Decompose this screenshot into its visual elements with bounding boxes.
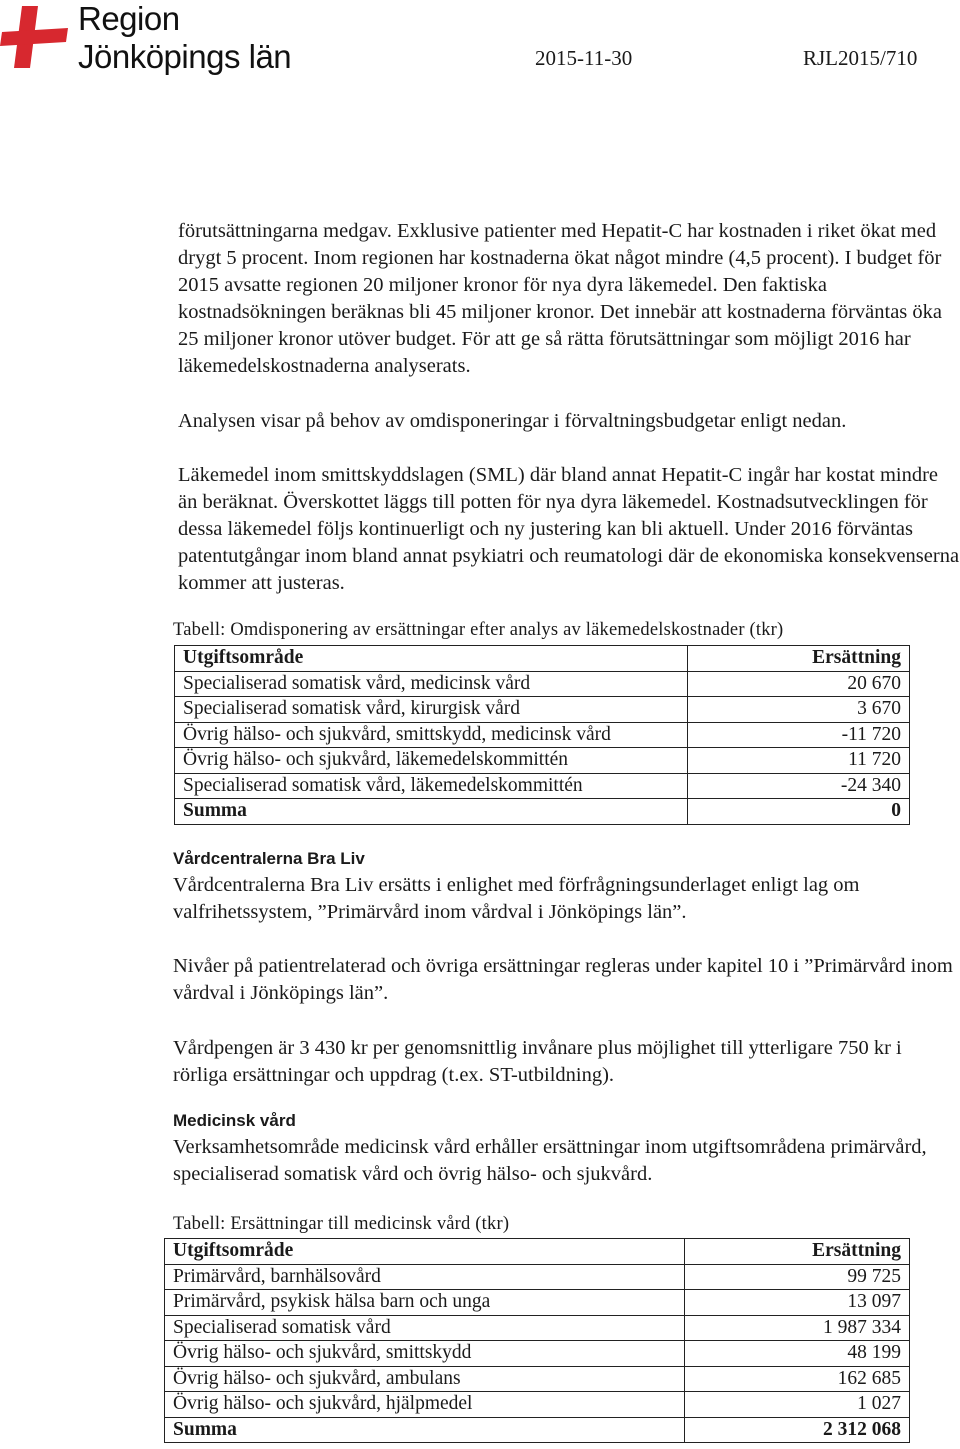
table-cell: 1 987 334 — [685, 1315, 910, 1341]
region-cross-logo-icon — [0, 2, 72, 74]
table-cell: Specialiserad somatisk vård — [165, 1315, 685, 1341]
bra-liv-paragraph-1: Vårdcentralerna Bra Liv ersätts i enlighet med förfrågningsunderlaget enligt lag om valfrihetssystem, ”Primärvård inom vårdval i Jönköpings län”. — [173, 874, 860, 923]
intro-paragraph-2: Analysen visar på behov av omdisponeringar i förvaltningsbudgetar enligt nedan. — [178, 410, 847, 432]
table-cell: 20 670 — [687, 671, 909, 697]
table-cell: -24 340 — [687, 773, 909, 799]
table-cell: Övrig hälso- och sjukvård, läkemedelskommittén — [175, 748, 688, 774]
document-date: 2015-11-30 — [535, 46, 633, 70]
table-cell: Primärvård, barnhälsovård — [165, 1264, 685, 1290]
table-cell: 11 720 — [687, 748, 909, 774]
table-cell: -11 720 — [687, 722, 909, 748]
column-header: Ersättning — [687, 646, 909, 672]
table-cell: 162 685 — [685, 1366, 910, 1392]
table2 — [164, 1238, 910, 1443]
section-heading-bra-liv: Vårdcentralerna Bra Liv — [173, 849, 365, 868]
table-row — [175, 671, 910, 697]
table-cell: Specialiserad somatisk vård, kirurgisk vård — [175, 697, 688, 723]
bra-liv-paragraph-2: Nivåer på patientrelaterad och övriga ersättningar regleras under kapitel 10 i ”Primärvård inom vårdval i Jönköpings län”. — [173, 955, 953, 1004]
table-cell: Specialiserad somatisk vård, medicinsk vård — [175, 671, 688, 697]
table-cell: Specialiserad somatisk vård, läkemedelskommittén — [175, 773, 688, 799]
table-row — [165, 1264, 910, 1290]
medicinsk-vard-paragraph: Verksamhetsområde medicinsk vård erhåller ersättningar inom utgiftsområdena primärvård, specialiserad somatisk vård och övrig hälso- och sjukvård. — [173, 1136, 927, 1185]
table1-caption: Tabell: Omdisponering av ersättningar efter analys av läkemedelskostnader (tkr) — [173, 620, 784, 640]
table-cell: Summa — [165, 1417, 685, 1443]
table-cell: Övrig hälso- och sjukvård, ambulans — [165, 1366, 685, 1392]
table-row — [175, 748, 910, 774]
table-cell: 13 097 — [685, 1290, 910, 1316]
table-cell: 3 670 — [687, 697, 909, 723]
table-row — [165, 1315, 910, 1341]
column-header: Ersättning — [685, 1239, 910, 1265]
table-row — [175, 773, 910, 799]
table-row — [165, 1366, 910, 1392]
document-reference: RJL2015/710 — [803, 46, 918, 70]
table-cell: Övrig hälso- och sjukvård, hjälpmedel — [165, 1392, 685, 1418]
table2-caption: Tabell: Ersättningar till medicinsk vård (tkr) — [173, 1214, 510, 1234]
region-logo — [0, 0, 300, 80]
table-cell: 1 027 — [685, 1392, 910, 1418]
column-header: Utgiftsområde — [165, 1239, 685, 1265]
intro-paragraph-1: förutsättningarna medgav. Exklusive patienter med Hepatit-C har kostnaden i riket ökat med drygt 5 procent. Inom regionen har kostnaderna ökat något mindre (4,5 procent). I budget för 2015 avsatte regionen 20 miljoner kronor för nya dyra läkemedel. Den faktiska kostnadsökningen beräknas bli 45 miljoner kronor. Det innebär att kostnaderna förväntas öka 25 miljoner kronor utöver budget. För att ge så rätta förutsättningar som möjligt 2016 har läkemedelskostnaderna analyserats. — [178, 220, 942, 377]
page-header — [0, 0, 960, 90]
table-row — [165, 1341, 910, 1367]
table-cell: 48 199 — [685, 1341, 910, 1367]
logo-text-county: Jönköpings län — [78, 38, 292, 75]
intro-paragraph-3: Läkemedel inom smittskyddslagen (SML) där bland annat Hepatit-C ingår har kostat mindre än beräknat. Överskottet läggs till potten för nya dyra läkemedel. Kostnadsutvecklingen för dessa läkemedel följs kontinuerligt och ny justering kan bli aktuell. Under 2016 förväntas patentutgångar inom bland annat psykiatri och reumatologi där de ekonomiska konsekvenserna kommer att justeras. — [178, 464, 960, 594]
table-row — [165, 1392, 910, 1418]
table-total-row — [175, 799, 910, 825]
table-total-row — [165, 1417, 910, 1443]
column-header: Utgiftsområde — [175, 646, 688, 672]
table-row — [175, 697, 910, 723]
table-cell: Summa — [175, 799, 688, 825]
table-header-row — [175, 646, 910, 672]
table-cell: Primärvård, psykisk hälsa barn och unga — [165, 1290, 685, 1316]
table1 — [174, 645, 910, 825]
logo-text-region: Region — [78, 0, 180, 37]
section-heading-medicinsk-vard: Medicinsk vård — [173, 1111, 296, 1130]
table-header-row — [165, 1239, 910, 1265]
table-cell: 2 312 068 — [685, 1417, 910, 1443]
bra-liv-paragraph-3: Vårdpengen är 3 430 kr per genomsnittlig invånare plus möjlighet till ytterligare 750 kr i rörliga ersättningar och uppdrag (t.ex. ST-utbildning). — [173, 1037, 902, 1086]
table-cell: Övrig hälso- och sjukvård, smittskydd, medicinsk vård — [175, 722, 688, 748]
table-row — [175, 722, 910, 748]
table-cell: Övrig hälso- och sjukvård, smittskydd — [165, 1341, 685, 1367]
table-row — [165, 1290, 910, 1316]
table-cell: 99 725 — [685, 1264, 910, 1290]
table-cell: 0 — [687, 799, 909, 825]
